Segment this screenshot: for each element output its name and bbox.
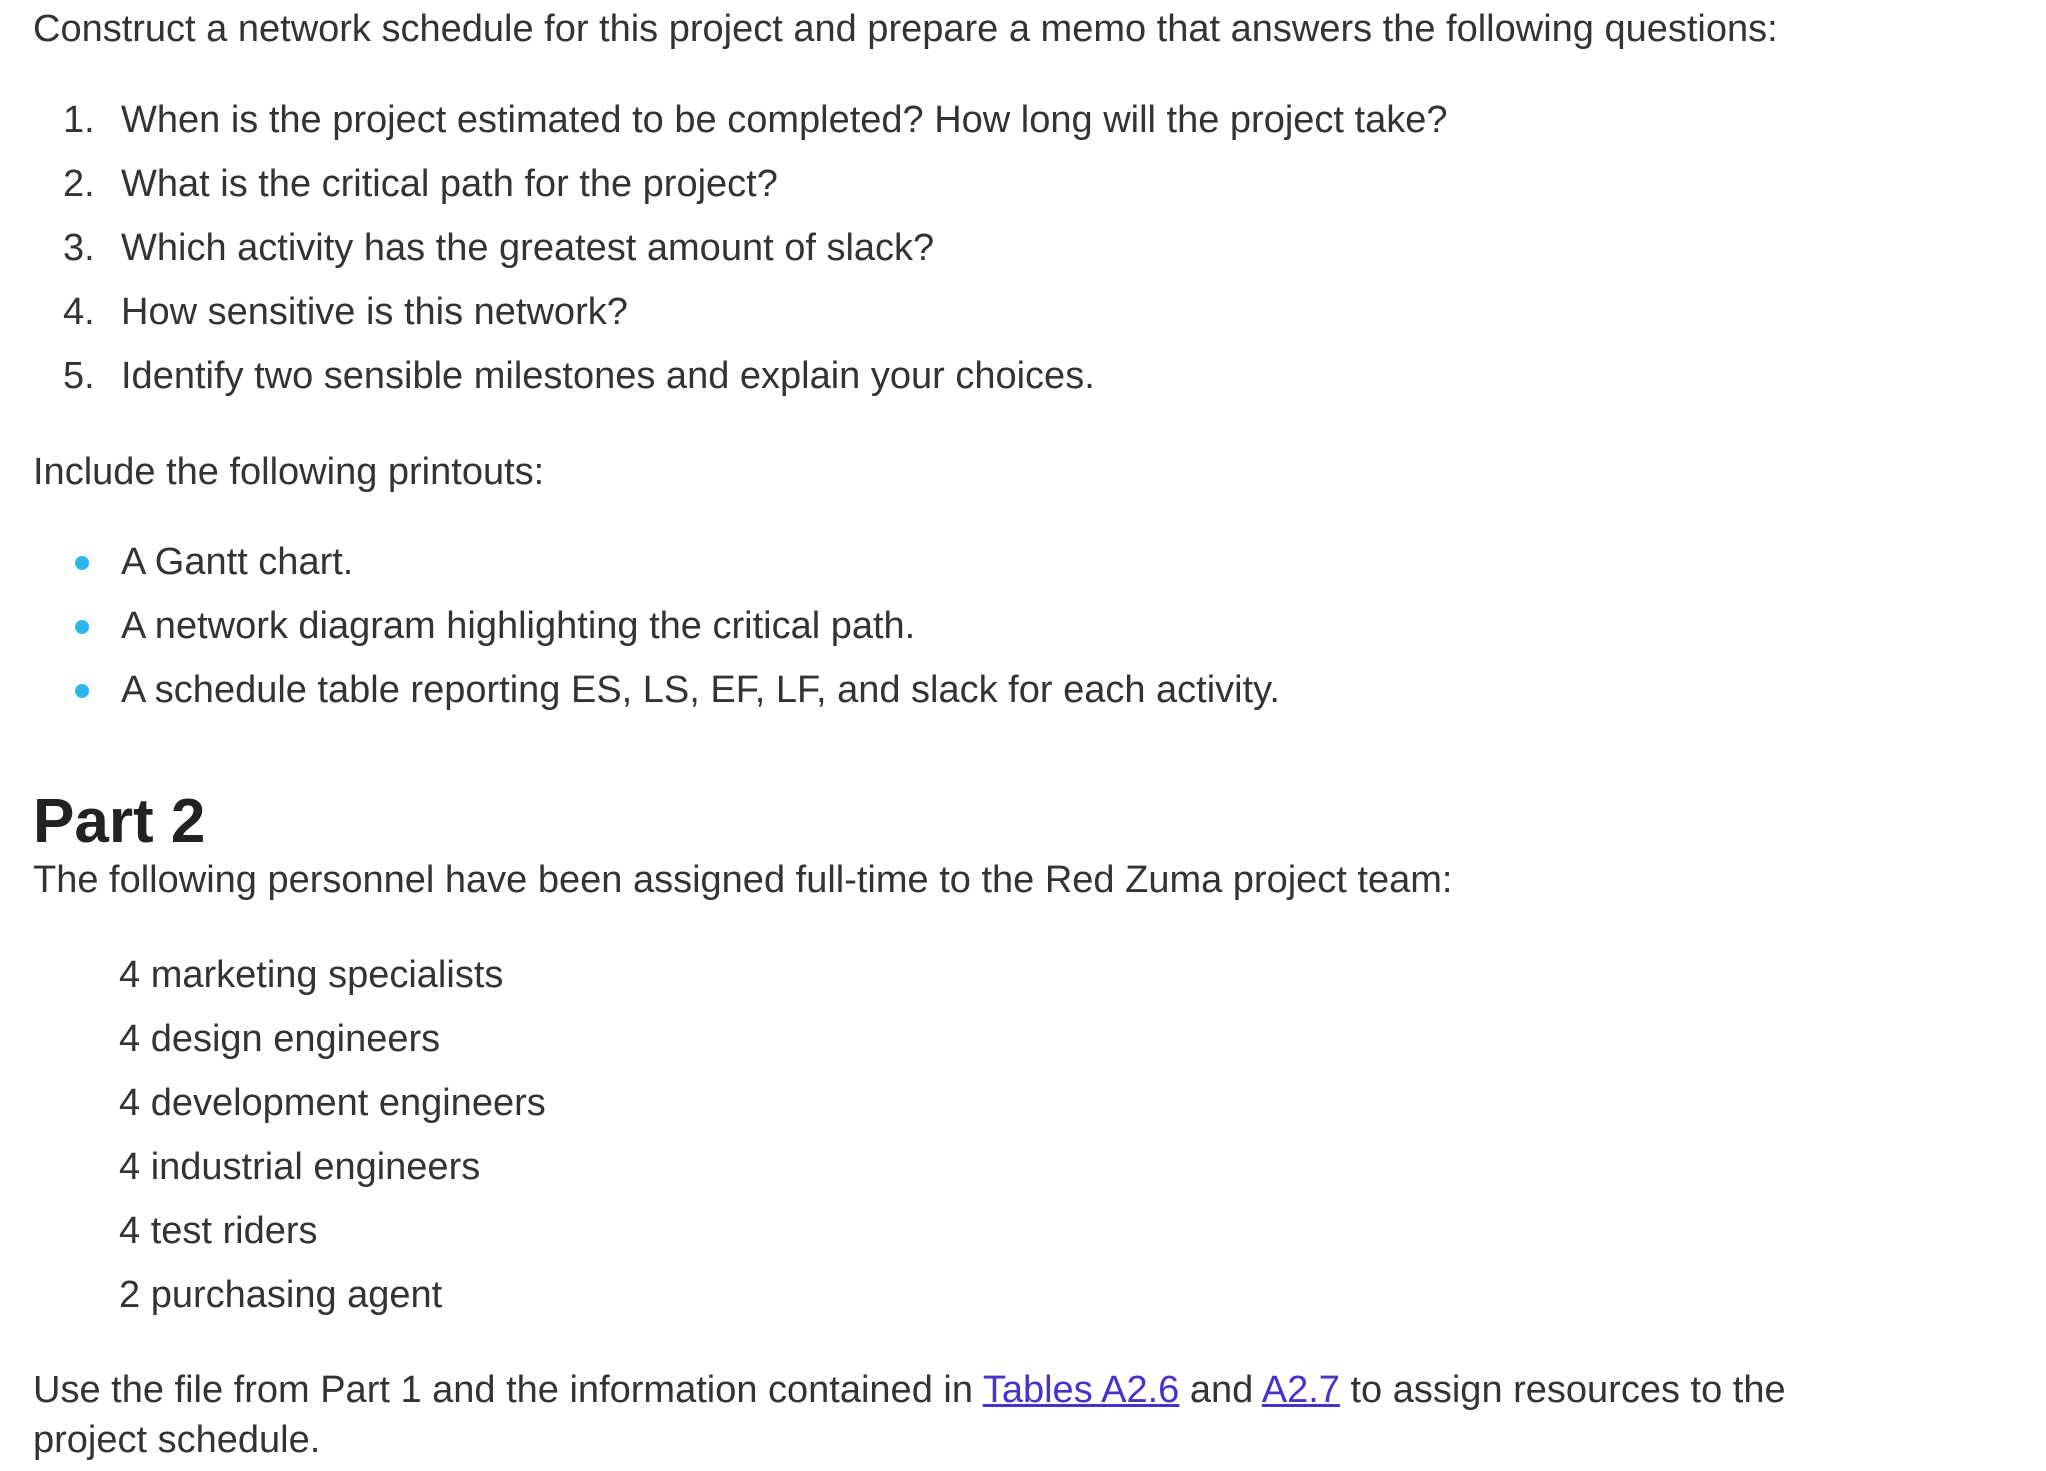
closing-text-middle: and (1179, 1369, 1262, 1411)
bullet-icon (75, 556, 89, 570)
section-heading: Part 2 (33, 787, 206, 856)
intro-paragraph: Construct a network schedule for this project and prepare a memo that answers the following questions: (33, 8, 1778, 50)
list-number: 5. (63, 355, 95, 397)
list-item: 4 marketing specialists (119, 954, 504, 996)
list-item: 4 test riders (119, 1210, 318, 1252)
closing-text-before: Use the file from Part 1 and the information contained in (33, 1369, 983, 1411)
printouts-label: Include the following printouts: (33, 451, 545, 493)
list-number: 1. (63, 99, 95, 141)
closing-text-after: to assign resources to the project schedule. (33, 1369, 1786, 1461)
list-number: 4. (63, 291, 95, 333)
list-number: 2. (63, 163, 95, 205)
list-item: 2 purchasing agent (119, 1274, 443, 1316)
list-text: A network diagram highlighting the critical path. (121, 605, 916, 647)
a2-7-link[interactable]: A2.7 (1261, 1369, 1340, 1411)
personnel-list (119, 950, 546, 1334)
list-text: Which activity has the greatest amount of slack? (121, 227, 935, 269)
bullet-icon (75, 684, 89, 698)
list-text: Identify two sensible milestones and explain your choices. (121, 355, 1095, 397)
tables-a2-6-link[interactable]: Tables A2.6 (982, 1369, 1180, 1411)
list-text: What is the critical path for the project? (121, 163, 778, 205)
list-number: 3. (63, 227, 95, 269)
list-item: 4 design engineers (119, 1018, 441, 1060)
personnel-intro: The following personnel have been assigned full-time to the Red Zuma project team: (33, 859, 1453, 901)
closing-paragraph (33, 1365, 1833, 1465)
list-text: A Gantt chart. (121, 541, 354, 583)
bullet-icon (75, 620, 89, 634)
list-text: When is the project estimated to be completed? How long will the project take? (121, 99, 1448, 141)
list-item: 4 industrial engineers (119, 1146, 481, 1188)
list-item: 4 development engineers (119, 1082, 546, 1124)
list-text: How sensitive is this network? (121, 291, 628, 333)
list-text: A schedule table reporting ES, LS, EF, LF, and slack for each activity. (121, 669, 1280, 711)
